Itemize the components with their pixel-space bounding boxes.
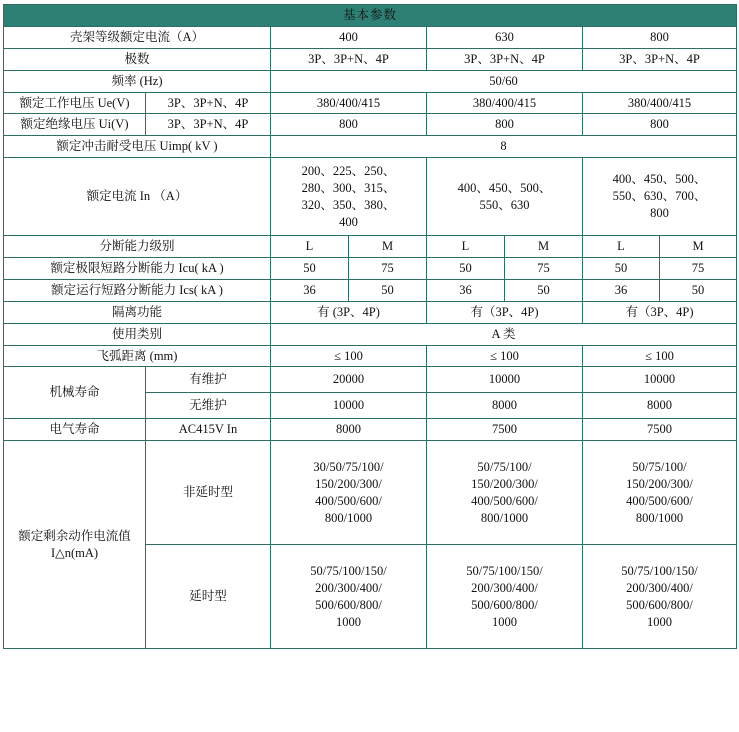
- table-row: [4, 301, 737, 323]
- basic-parameters-table: [3, 4, 737, 649]
- cell-value: 75: [349, 258, 427, 280]
- cell-value: 200、225、250、 280、300、315、 320、350、380、 400: [271, 158, 427, 236]
- cell-value: 3P、3P+N、4P: [427, 48, 583, 70]
- cell-value: ≤ 100: [583, 345, 737, 367]
- table-row: [4, 279, 737, 301]
- cell-value: 50: [271, 258, 349, 280]
- cell-value: M: [349, 236, 427, 258]
- cell-value: 10000: [427, 367, 583, 393]
- cell-value: 36: [427, 279, 505, 301]
- cell-value: 有（3P、4P): [427, 301, 583, 323]
- cell-value: A 类: [271, 323, 737, 345]
- table-row: [4, 114, 737, 136]
- cell-value: 8000: [583, 393, 737, 419]
- cell-value: L: [583, 236, 660, 258]
- cell-value: 800: [583, 114, 737, 136]
- row-label: 额定极限短路分断能力 Icu( kA ): [4, 258, 271, 280]
- cell-value: 50/75/100/150/ 200/300/400/ 500/600/800/ 1000: [271, 545, 427, 649]
- row-label: 极数: [4, 48, 271, 70]
- table-row: [4, 136, 737, 158]
- row-label: 壳架等级额定电流（A）: [4, 26, 271, 48]
- spec-sheet: [0, 4, 739, 732]
- cell-value: 36: [271, 279, 349, 301]
- row-label: 额定绝缘电压 Ui(V): [4, 114, 146, 136]
- row-label: 电气寿命: [4, 419, 146, 441]
- cell-value: 50: [349, 279, 427, 301]
- cell-value: 800: [271, 114, 427, 136]
- cell-value: 380/400/415: [427, 92, 583, 114]
- cell-value: 50/60: [271, 70, 737, 92]
- cell-value: 3P、3P+N、4P: [271, 48, 427, 70]
- cell-value: 50/75/100/150/ 200/300/400/ 500/600/800/ 1000: [427, 545, 583, 649]
- cell-value: 50/75/100/ 150/200/300/ 400/500/600/ 800/1000: [427, 441, 583, 545]
- table-title: 基本参数: [4, 5, 737, 27]
- table-row: [4, 345, 737, 367]
- row-label: 额定剩余动作电流值 I△n(mA): [4, 441, 146, 649]
- cell-value: ≤ 100: [271, 345, 427, 367]
- cell-value: 10000: [271, 393, 427, 419]
- cell-value: 有 (3P、4P): [271, 301, 427, 323]
- table-header-row: [4, 5, 737, 27]
- cell-value: 7500: [427, 419, 583, 441]
- table-row: [4, 323, 737, 345]
- table-row: [4, 367, 737, 393]
- row-label: 使用类别: [4, 323, 271, 345]
- row-label: 机械寿命: [4, 367, 146, 419]
- table-row: [4, 158, 737, 236]
- row-sublabel: 非延时型: [146, 441, 271, 545]
- cell-value: L: [271, 236, 349, 258]
- cell-value: 75: [505, 258, 583, 280]
- table-row: [4, 236, 737, 258]
- cell-value: 7500: [583, 419, 737, 441]
- row-label: 额定电流 In （A）: [4, 158, 271, 236]
- cell-value: 30/50/75/100/ 150/200/300/ 400/500/600/ 800/1000: [271, 441, 427, 545]
- cell-value: 8: [271, 136, 737, 158]
- row-sublabel: 3P、3P+N、4P: [146, 114, 271, 136]
- cell-value: 800: [583, 26, 737, 48]
- cell-value: L: [427, 236, 505, 258]
- table-row: [4, 441, 737, 545]
- table-row: [4, 258, 737, 280]
- row-sublabel: 延时型: [146, 545, 271, 649]
- cell-value: 400、450、500、 550、630: [427, 158, 583, 236]
- row-sublabel: 无维护: [146, 393, 271, 419]
- cell-value: 36: [583, 279, 660, 301]
- table-row: [4, 48, 737, 70]
- row-label: 额定冲击耐受电压 Uimp( kV ): [4, 136, 271, 158]
- cell-value: 50: [427, 258, 505, 280]
- row-sublabel: 有维护: [146, 367, 271, 393]
- row-label: 额定运行短路分断能力 Ics( kA ): [4, 279, 271, 301]
- row-label: 分断能力级别: [4, 236, 271, 258]
- cell-value: 380/400/415: [583, 92, 737, 114]
- row-label: 额定工作电压 Ue(V): [4, 92, 146, 114]
- cell-value: 800: [427, 114, 583, 136]
- cell-value: 3P、3P+N、4P: [583, 48, 737, 70]
- cell-value: 75: [660, 258, 737, 280]
- row-sublabel: AC415V In: [146, 419, 271, 441]
- row-label: 隔离功能: [4, 301, 271, 323]
- cell-value: 400、450、500、 550、630、700、 800: [583, 158, 737, 236]
- cell-value: 630: [427, 26, 583, 48]
- table-row: [4, 92, 737, 114]
- cell-value: 10000: [583, 367, 737, 393]
- row-label: 频率 (Hz): [4, 70, 271, 92]
- cell-value: 50/75/100/150/ 200/300/400/ 500/600/800/ 1000: [583, 545, 737, 649]
- cell-value: ≤ 100: [427, 345, 583, 367]
- cell-value: M: [660, 236, 737, 258]
- cell-value: 8000: [271, 419, 427, 441]
- cell-value: 20000: [271, 367, 427, 393]
- table-row: [4, 70, 737, 92]
- table-row: [4, 26, 737, 48]
- cell-value: 50: [505, 279, 583, 301]
- table-row: [4, 419, 737, 441]
- row-label: 飞弧距离 (mm): [4, 345, 271, 367]
- cell-value: 380/400/415: [271, 92, 427, 114]
- cell-value: 有（3P、4P): [583, 301, 737, 323]
- cell-value: 50: [583, 258, 660, 280]
- cell-value: 50/75/100/ 150/200/300/ 400/500/600/ 800/1000: [583, 441, 737, 545]
- cell-value: 8000: [427, 393, 583, 419]
- cell-value: 400: [271, 26, 427, 48]
- row-sublabel: 3P、3P+N、4P: [146, 92, 271, 114]
- cell-value: M: [505, 236, 583, 258]
- cell-value: 50: [660, 279, 737, 301]
